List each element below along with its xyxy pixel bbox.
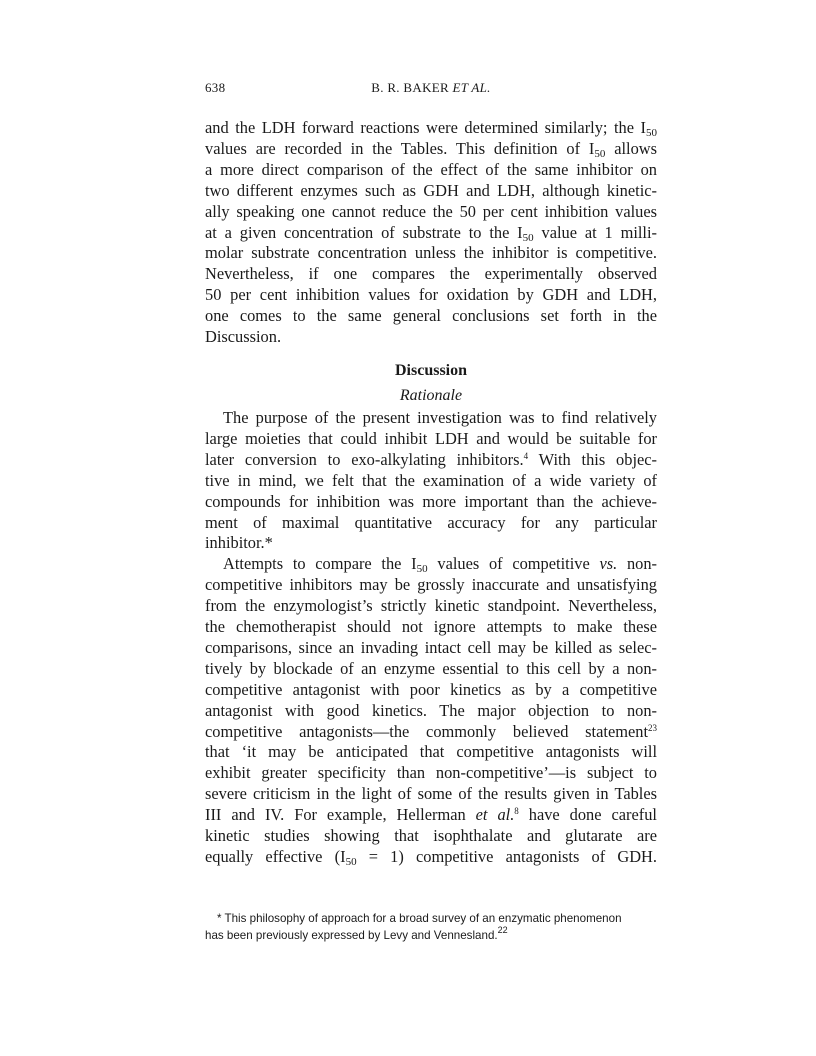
footnote: * This philosophy of approach for a broad survey of an enzymatic phenomenon has been previously expressed by Levy and Vennesland.$^{22}$ xyxy=(205,912,622,942)
subsection-heading: Rationale xyxy=(399,386,463,404)
running-head: B. R. BAKER ET AL. xyxy=(371,80,491,95)
page-number: 638 xyxy=(205,80,226,95)
methods-paragraph: and the LDH forward reactions were determined similarly; the $I_{50}$ values are recorded in the Tables. This definition of $I_{50}$ allows a more direct comparison of the effect of the same inhibitor on two different enzymes such as GDH and LDH, although kinetic- ally speaking one cannot reduce the 50 per cent inhibition values at a given concentration of substrate to the $I_{50}$ value at 1 milli- molar substrate concentration unless the inhibitor is competitive. Nevertheless, if one compares the experimentally observed 50 per cent inhibition values for oxidation by GDH and LDH, one comes to the same general conclusions set forth in the Discussion. xyxy=(205,118,657,347)
section-heading: Discussion xyxy=(394,361,468,379)
rationale-paragraph: The purpose of the present investigation was to find relatively large moieties that could inhibit LDH and would be suitable for later conversion to exo-alkylating inhibitors.$^4$ With this objec- tive in mind, we felt that the examination of a wide variety of compounds for inhibition was more important than the achieve- ment of maximal quantitative accuracy for any particular inhibitor.* xyxy=(205,407,658,553)
comparison-paragraph: Attempts to compare the $I_{50}$ values of competitive vs. non- competitive inhibitors may be grossly inaccurate and unsatisfying from the enzymologist’s strictly kinetic standpoint. Nevertheless, the chemotherapist should not ignore attempts to make these comparisons, since an invading intact cell may be killed as selec- tively by blockade of an enzyme essential to this cell by a non- competitive antagonist with poor kinetics as by a competitive antagonist with good kinetics. The major objection to non- competitive antagonists—the commonly believed statement$^{23}$ that ‘it may be anticipated that competitive antagonists will exhibit greater specificity than non-competitive’—is subject to severe criticism in the light of some of the results given in Tables III and IV. For example, Hellerman et al.$^8$ have done careful kinetic studies showing that isophthalate and glutarate are equally effective $(I_{50} = 1)$ competitive antagonists of GDH. xyxy=(205,554,657,868)
body-text xyxy=(205,118,657,868)
